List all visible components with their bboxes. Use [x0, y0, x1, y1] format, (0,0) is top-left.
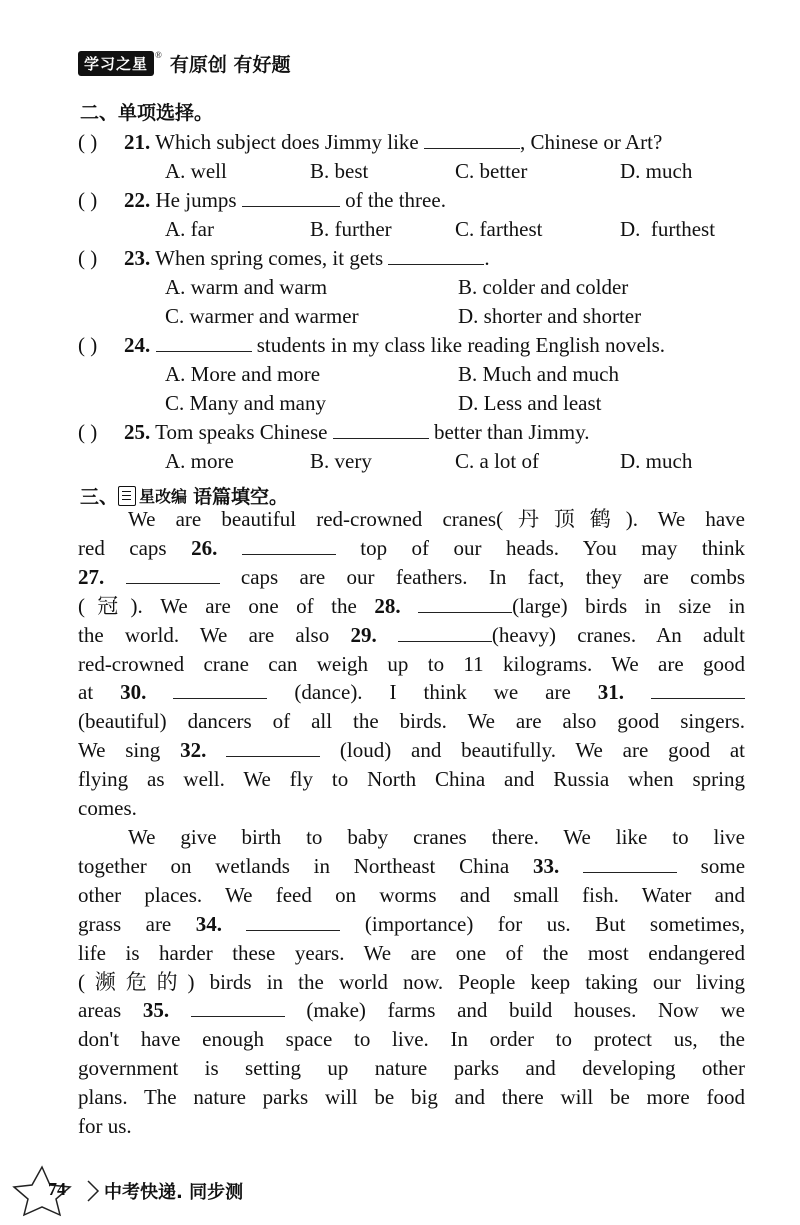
fill-in-blank[interactable]: [126, 565, 220, 584]
option-b: B. colder and colder: [458, 275, 629, 299]
option-c: C. a lot of: [455, 449, 539, 473]
option-d: D. shorter and shorter: [458, 304, 642, 328]
passage-line: [78, 563, 745, 592]
passage-text: [217, 536, 241, 560]
logo: 学习之星: [78, 51, 154, 76]
fill-in-blank[interactable]: [191, 998, 285, 1017]
answer-blank[interactable]: [333, 420, 429, 439]
fill-in-blank[interactable]: [173, 680, 267, 699]
option-d: D. furthest: [620, 217, 716, 241]
passage-line: [78, 823, 745, 852]
question-text: better than Jimmy.: [428, 420, 590, 444]
option-a: A. more: [165, 449, 234, 473]
passage-text: [377, 623, 398, 647]
section-prefix: 三、: [80, 486, 119, 508]
passage-text: We sing: [78, 738, 181, 763]
passage-line: [78, 968, 745, 997]
page-number: 74: [48, 1179, 66, 1199]
question-number: 23.: [124, 246, 151, 270]
question-text: , Chinese or Art?: [520, 130, 663, 154]
passage-text: (large) birds in size in: [512, 593, 745, 618]
blank-number: 28.: [374, 593, 401, 618]
passage-paragraph-1: [78, 505, 745, 823]
question-number: 24.: [124, 333, 151, 357]
passage-text: top of our heads. You may think: [335, 535, 746, 560]
passage-text: [624, 680, 651, 704]
passage-text: plans. The nature parks will be big and there will be more food: [78, 1085, 745, 1110]
answer-blank[interactable]: [424, 130, 520, 149]
chevron-right-icon: [86, 1179, 100, 1203]
passage-line: [78, 852, 745, 881]
fill-in-blank[interactable]: [583, 854, 677, 873]
answer-parenthesis[interactable]: ( ): [78, 130, 98, 154]
option-d: D. much: [620, 159, 693, 183]
fill-in-blank[interactable]: [246, 912, 340, 931]
footer: [10, 1165, 243, 1217]
passage-line: [78, 996, 745, 1025]
passage-text: [146, 680, 173, 704]
question-text: .: [484, 246, 490, 270]
passage-text: red caps: [78, 535, 192, 560]
registered-mark: ®: [155, 50, 162, 60]
question-24: [78, 331, 665, 359]
passage-line: [78, 1083, 745, 1112]
fill-in-blank[interactable]: [398, 623, 492, 642]
passage-text: (冠). We are one of the: [78, 593, 375, 618]
option-c: C. better: [455, 159, 528, 183]
option-d: D. much: [620, 449, 693, 473]
passage-text: We are beautiful red-crowned cranes(丹顶鹤). We have: [128, 507, 745, 531]
option-a: A. well: [165, 159, 227, 183]
question-22: [78, 186, 446, 214]
option-c: C. Many and many: [165, 391, 326, 415]
passage-text: (loud) and beautifully. We are good at: [320, 738, 746, 763]
answer-blank[interactable]: [388, 246, 484, 265]
passage-text: some: [676, 853, 746, 878]
passage-line: [78, 707, 745, 736]
question-23: [78, 244, 490, 272]
answer-parenthesis[interactable]: ( ): [78, 188, 98, 212]
passage-line: [78, 534, 745, 563]
passage-line: [78, 592, 745, 621]
passage-text: red-crowned crane can weigh up to 11 kilograms. We are good: [78, 651, 745, 676]
blank-number: 29.: [350, 622, 377, 647]
option-c: C. warmer and warmer: [165, 304, 359, 328]
slogan: 有原创 有好题: [169, 53, 291, 76]
passage-paragraph-2: [78, 823, 745, 1141]
question-number: 25.: [124, 420, 151, 444]
fill-in-blank[interactable]: [651, 680, 745, 699]
option-a: A. far: [165, 217, 214, 241]
passage-line: [78, 939, 745, 968]
passage-line: [78, 736, 745, 765]
passage-text: (濒危的) birds in the world now. People keep taking our living: [78, 969, 745, 994]
passage-line: [78, 678, 745, 707]
fill-in-blank[interactable]: [226, 738, 320, 757]
blank-number: 33.: [532, 853, 560, 878]
passage-text: comes.: [78, 796, 137, 821]
passage-text: at: [78, 680, 121, 705]
passage-line: [78, 881, 745, 910]
question-text: students in my class like reading English novels.: [251, 333, 666, 357]
passage-text: areas: [78, 998, 143, 1023]
passage-text: [401, 594, 419, 618]
passage-text: (importance) for us. But sometimes,: [340, 911, 746, 936]
question-text: Tom speaks Chinese: [150, 420, 333, 444]
passage-line: [78, 650, 745, 679]
question-text: of the three.: [339, 188, 446, 212]
option-c: C. farthest: [455, 217, 543, 241]
passage-text: [206, 738, 226, 762]
blank-number: 26.: [191, 535, 218, 560]
option-b: B. best: [310, 159, 369, 183]
passage-text: don't have enough space to live. In order to protect us, the: [78, 1027, 745, 1052]
passage-text: the world. We are also: [78, 622, 351, 647]
section-title-multiple-choice: 二、单项选择。: [80, 102, 214, 124]
question-number: 21.: [124, 130, 151, 154]
footer-title: 中考快递. 同步测: [104, 1182, 244, 1203]
blank-number: 30.: [120, 680, 147, 705]
option-b: B. further: [310, 217, 392, 241]
option-a: A. More and more: [165, 362, 321, 386]
answer-parenthesis[interactable]: ( ): [78, 420, 98, 444]
passage-text: caps are our feathers. In fact, they are combs: [219, 564, 745, 589]
passage-text: (dance). I think we are: [267, 680, 598, 705]
question-text: Which subject does Jimmy like: [150, 130, 424, 154]
option-d: D. Less and least: [458, 391, 602, 415]
blank-number: 35.: [142, 998, 170, 1023]
passage-text: together on wetlands in Northeast China: [78, 853, 533, 878]
section-title: 语篇填空。: [193, 486, 289, 508]
answer-parenthesis[interactable]: ( ): [78, 333, 98, 357]
passage-text: for us.: [78, 1114, 132, 1139]
passage-text: [559, 854, 583, 878]
passage-line: [78, 765, 745, 794]
option-b: B. Much and much: [458, 362, 619, 386]
passage-text: [104, 565, 125, 589]
blank-number: 32.: [180, 738, 207, 763]
answer-blank[interactable]: [156, 333, 252, 352]
passage-line: [78, 621, 745, 650]
passage-line: [78, 1054, 745, 1083]
header: [78, 48, 290, 78]
blank-number: 31.: [597, 680, 625, 705]
section-tag: 星改编: [139, 487, 188, 506]
question-text: He jumps: [150, 188, 242, 212]
edit-icon: [118, 486, 136, 506]
option-a: A. warm and warm: [165, 275, 328, 299]
passage-text: [169, 998, 191, 1022]
passage-text: (heavy) cranes. An adult: [491, 622, 745, 647]
passage-line: [78, 1112, 745, 1141]
passage-text: (beautiful) dancers of all the birds. We are also good singers.: [78, 709, 745, 734]
fill-in-blank[interactable]: [242, 536, 336, 555]
passage-line: [78, 794, 745, 823]
passage-text: government is setting up nature parks and developing other: [78, 1056, 745, 1081]
answer-blank[interactable]: [242, 188, 340, 207]
question-text: When spring comes, it gets: [150, 246, 389, 270]
passage-text: flying as well. We fly to North China and Russia when spring: [78, 767, 745, 792]
passage-text: grass are: [78, 911, 196, 936]
passage-line: [78, 505, 745, 534]
passage-text: We give birth to baby cranes there. We like to live: [128, 825, 745, 849]
passage-line: [78, 910, 745, 939]
option-b: B. very: [310, 449, 372, 473]
passage-text: life is harder these years. We are one of the most endangered: [78, 940, 745, 965]
passage-line: [78, 1025, 745, 1054]
question-21: [78, 128, 662, 156]
blank-number: 34.: [195, 911, 222, 936]
fill-in-blank[interactable]: [418, 594, 512, 613]
question-number: 22.: [124, 188, 151, 212]
answer-parenthesis[interactable]: ( ): [78, 246, 98, 270]
passage-text: [222, 912, 246, 936]
blank-number: 27.: [78, 564, 105, 589]
passage-text: (make) farms and build houses. Now we: [284, 998, 746, 1023]
question-25: [78, 418, 590, 446]
passage-text: other places. We feed on worms and small fish. Water and: [78, 882, 745, 907]
